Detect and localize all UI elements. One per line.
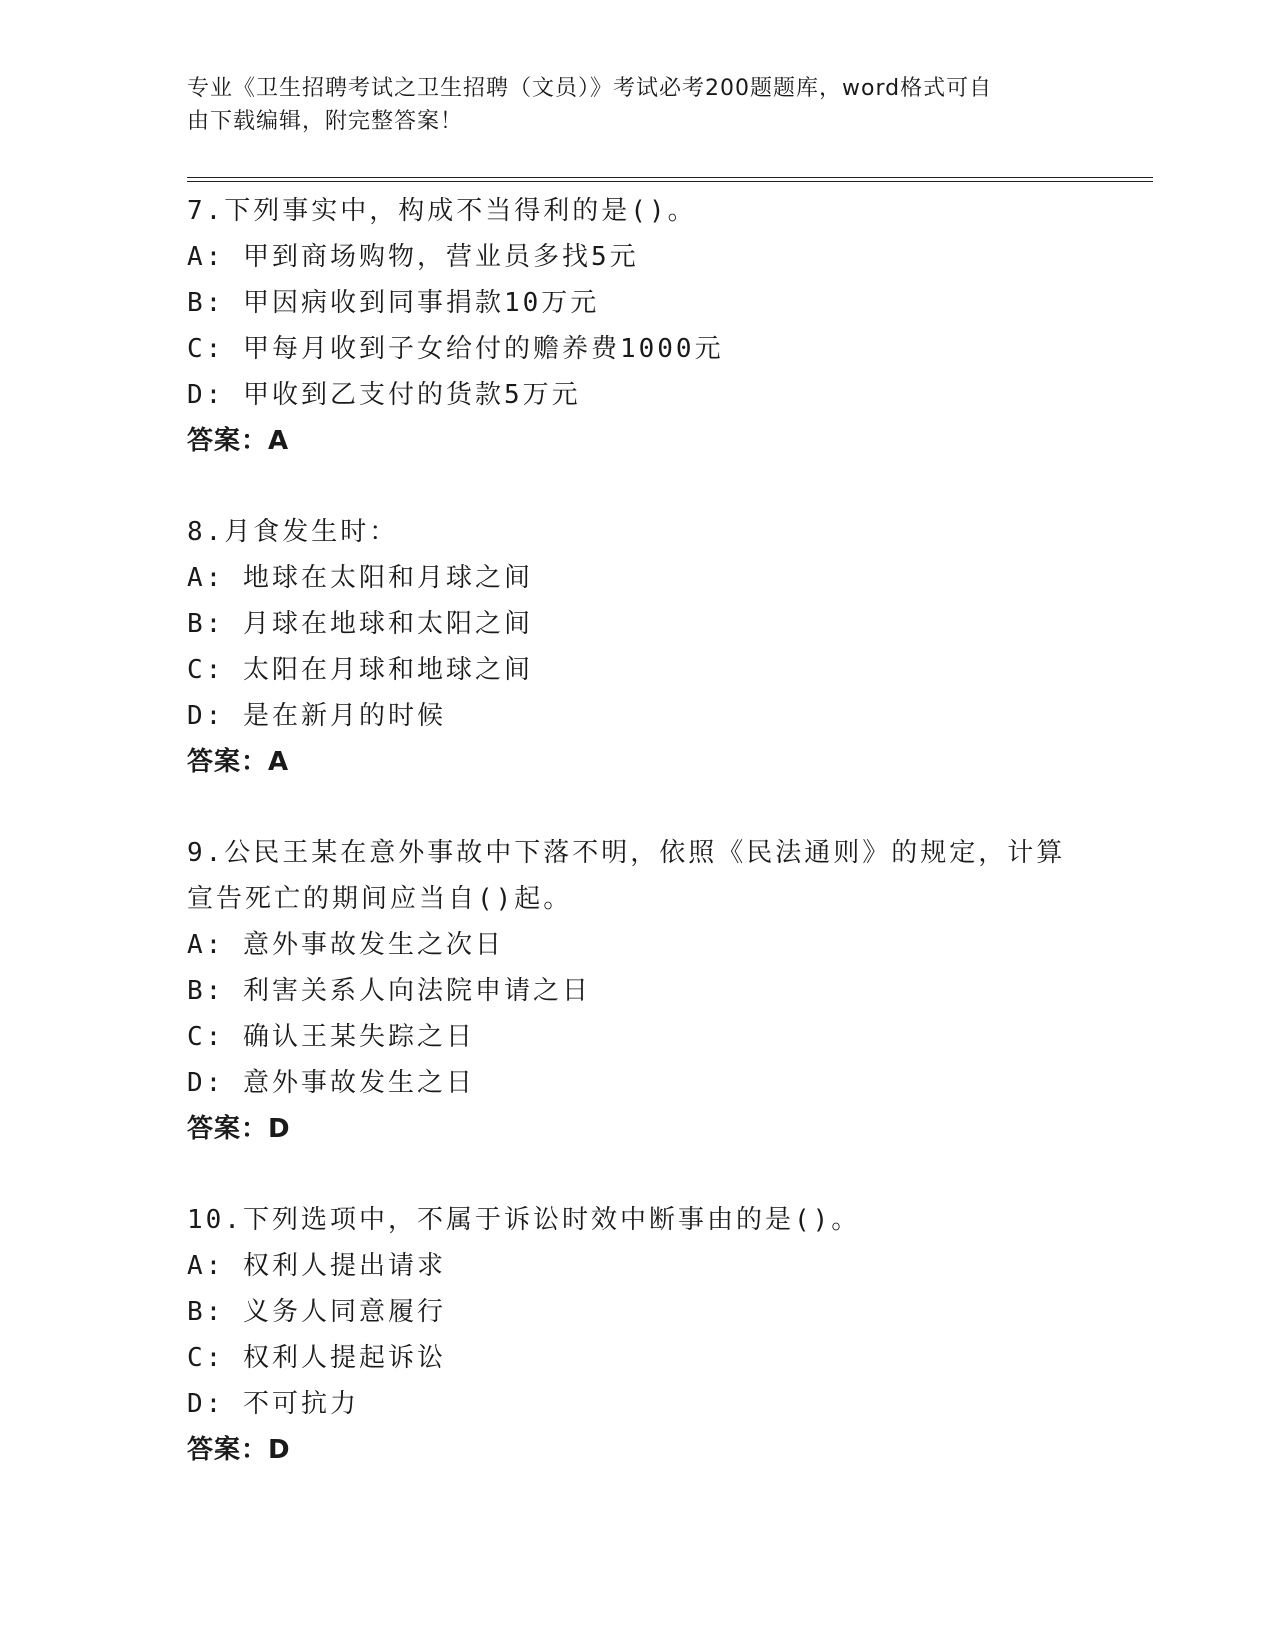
option-b: B: 月球在地球和太阳之间 — [187, 609, 533, 639]
header-title-line-1: 专业《卫生招聘考试之卫生招聘（文员）》考试必考200题题库，word格式可自 — [187, 76, 993, 101]
option-c: C: 确认王某失踪之日 — [187, 1022, 475, 1052]
answer-label: 答案：A — [187, 426, 290, 456]
option-d: D: 意外事故发生之日 — [187, 1068, 475, 1098]
header-divider — [187, 177, 1153, 182]
question-stem: 8.月食发生时： — [187, 517, 399, 547]
question-list — [187, 188, 1087, 1518]
question-stem-line-1: 9.公民王某在意外事故中下落不明，依照《民法通则》的规定，计算 — [187, 838, 1066, 868]
question-9 — [187, 830, 1087, 1152]
option-a: A: 地球在太阳和月球之间 — [187, 563, 533, 593]
option-a: A: 意外事故发生之次日 — [187, 930, 504, 960]
question-7 — [187, 188, 1087, 464]
question-8 — [187, 509, 1087, 785]
header-title-line-2: 由下载编辑，附完整答案！ — [187, 109, 464, 134]
question-10 — [187, 1197, 1087, 1473]
option-b: B: 义务人同意履行 — [187, 1297, 446, 1327]
option-b: B: 甲因病收到同事捐款10万元 — [187, 288, 600, 318]
question-stem: 10.下列选项中，不属于诉讼时效中断事由的是()。 — [187, 1205, 861, 1235]
option-a: A: 权利人提出请求 — [187, 1251, 446, 1281]
option-c: C: 权利人提起诉讼 — [187, 1343, 446, 1373]
answer-label: 答案：D — [187, 1114, 291, 1144]
option-d: D: 是在新月的时候 — [187, 701, 446, 731]
option-c: C: 甲每月收到子女给付的赡养费1000元 — [187, 334, 724, 364]
option-d: D: 不可抗力 — [187, 1389, 359, 1419]
question-stem: 7.下列事实中，构成不当得利的是()。 — [187, 196, 697, 226]
option-c: C: 太阳在月球和地球之间 — [187, 655, 533, 685]
answer-label: 答案：D — [187, 1435, 291, 1465]
page-header — [187, 72, 1067, 138]
question-stem-line-2: 宣告死亡的期间应当自()起。 — [187, 884, 573, 914]
option-b: B: 利害关系人向法院申请之日 — [187, 976, 591, 1006]
answer-label: 答案：A — [187, 747, 290, 777]
option-d: D: 甲收到乙支付的货款5万元 — [187, 380, 581, 410]
option-a: A: 甲到商场购物，营业员多找5元 — [187, 242, 639, 272]
